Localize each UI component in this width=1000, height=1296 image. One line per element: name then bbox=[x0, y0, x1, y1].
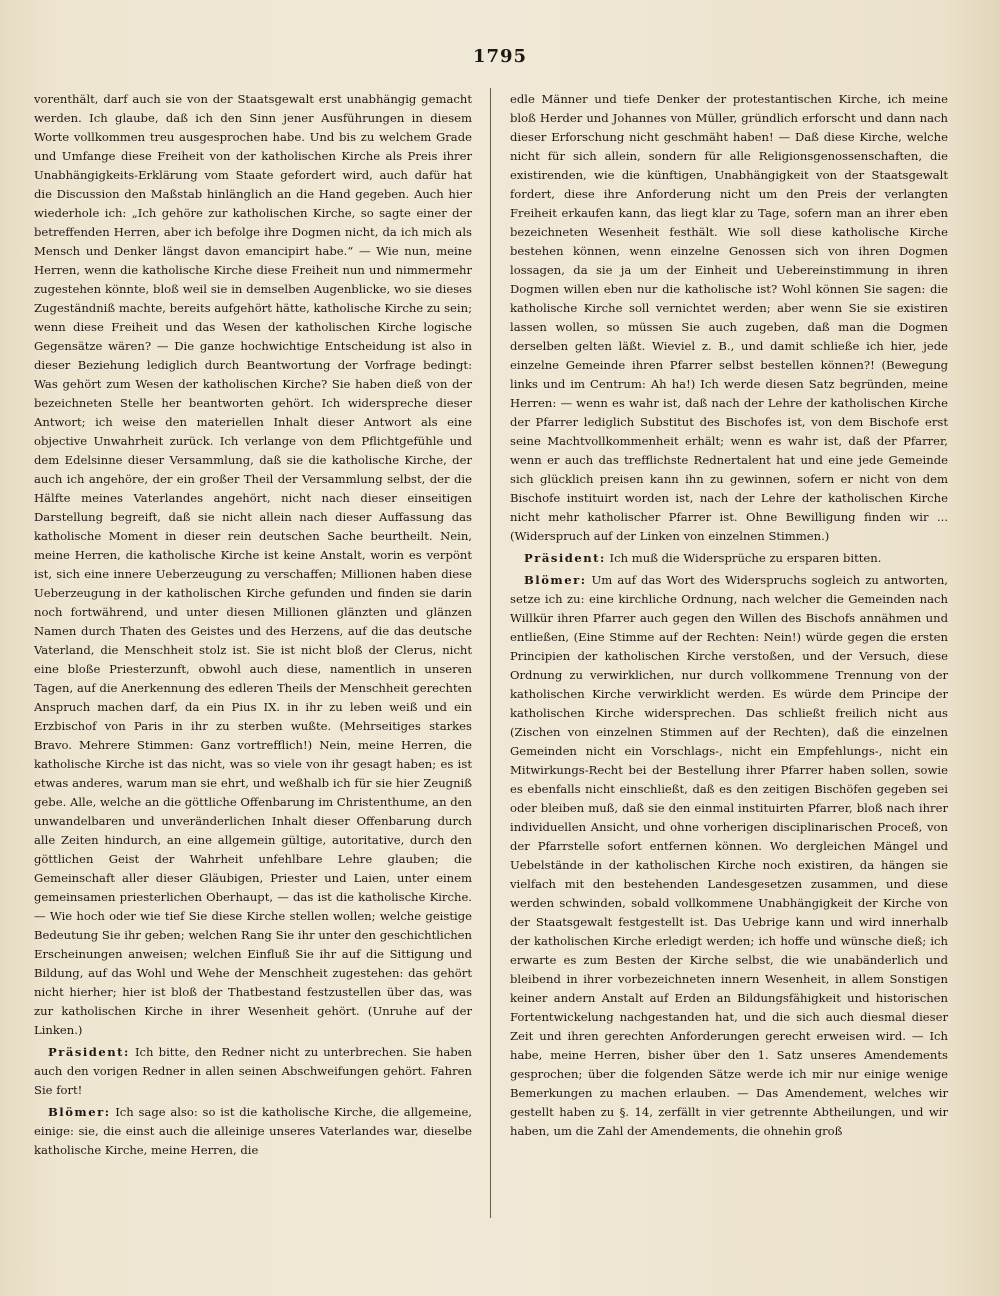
speech-text: Ich sage also: so ist die katholische Kirche, die allgemeine, einige: sie, die einst auch die alleinige unseres Vaterlandes war, dieselbe katholische Kirche, meine Herren, die bbox=[34, 1105, 472, 1157]
speech-text: Ich bitte, den Redner nicht zu unterbrechen. Sie haben auch den vorigen Redner in allen seinen Abschweifungen gehört. Fahren Sie fort! bbox=[34, 1045, 473, 1097]
right-paragraph-1: edle Männer und tiefe Denker der protestantischen Kirche, ich meine bloß Herder und Johannes von Müller, gründlich erforscht und dann nach dieser Erforschung nicht geschmäht haben! — Daß diese Kirche, welche nicht für sich allein, sondern für alle Religionsgenossenschaften, die existirenden, wie die künftigen, Unabhängigkeit von der Staatsgewalt fordert, diese ihre Anforderung nicht um den Preis der verlangten Freiheit erkaufen kann, das liegt klar zu Tage, sofern man an ihrer eben bezeichneten Wesenheit festhält. Wie soll diese katholische Kirche bestehen können, wenn einzelne Genossen sich von ihren Dogmen lossagen, da sie ja um der Einheit und Uebereinstimmung in ihren Dogmen willen eben nur die katholische ist? Wohl können Sie sagen: die katholische Kirche soll vernichtet werden; aber wenn Sie sie existiren lassen wollen, so müssen Sie auch zugeben, daß man die Dogmen derselben gelten läßt. Wieviel z. B., und damit schließe ich hier, jede einzelne Gemeinde ihren Pfarrer selbst bestellen können?! (Bewegung links und im Centrum: Ah ha!) Ich werde diesen Satz begründen, meine Herren: — wenn es wahr ist, daß nach der Lehre der katholischen Kirche der Pfarrer lediglich Substitut des Bischofes ist, von dem Bischofe erst seine Machtvollkommenheit erhält; wenn es wahr ist, daß der Pfarrer, wenn er auch das trefflichste Rednertalent hat und eine jede Gemeinde sich glücklich preisen kann ihn zu gewinnen, sofern er nicht von dem Bischofe instituirt worden ist, nach der Lehre der katholischen Kirche nicht mehr katholischer Pfarrer ist. Ohne Bewilligung finden wir ... (Widerspruch auf der Linken von einzelnen Stimmen.) bbox=[510, 92, 948, 543]
speaker-label: Blömer: bbox=[48, 1105, 111, 1119]
speaker-label: Präsident: bbox=[524, 551, 606, 565]
column-divider bbox=[490, 88, 491, 1218]
left-paragraph-1: vorenthält, darf auch sie von der Staatsgewalt erst unabhängig gemacht werden. Ich glaube, daß ich den Sinn jener Ausführungen in diesem Worte vollkommen treu ausgesprochen habe. Und bis zu welchem Grade und Umfange diese Freiheit von der katholischen Kirche als Preis ihrer Unabhängigkeits-Erklärung vom Staate gefordert wird, auch dafür hat die Discussion den Maßstab hinlänglich an die Hand gegeben. Auch hier wiederhole ich: „Ich gehöre zur katholischen Kirche, so sagte einer der betreffenden Herren, aber ich befolge ihre Dogmen nicht, da ich mich als Mensch und Denker längst davon emancipirt habe.“ — Wie nun, meine Herren, wenn die katholische Kirche diese Freiheit nun und nimmermehr zugestehen könnte, bloß weil sie in demselben Augenblicke, wo sie dieses Zugeständniß machte, bereits aufgehört hätte, katholische Kirche zu sein; wenn diese Freiheit und das Wesen der katholischen Kirche logische Gegensätze wären? — Die ganze hochwichtige Entscheidung ist also in dieser Beziehung lediglich durch Beantwortung der Vorfrage bedingt: Was gehört zum Wesen der katholischen Kirche? Sie haben dieß von der bezeichneten Stelle her beantworten gehört. Ich widerspreche dieser Antwort; ich weise den materiellen Inhalt dieser Antwort als eine objective Unwahrheit zurück. Ich verlange von dem Pflichtgefühle und dem Edelsinne dieser Versammlung, daß sie die katholische Kirche, der auch ich angehöre, der ein großer Theil der Versammlung selbst, der die Hälfte meines Vaterlandes angehört, nicht nach dieser einseitigen Darstellung begreift, daß sie nicht allein nach dieser Auffassung das katholische Moment in dieser rein deutschen Sache beurtheilt. Nein, meine Herren, die katholische Kirche ist keine Anstalt, worin es verpönt ist, sich eine innere Ueberzeugung zu verschaffen; Millionen haben diese Ueberzeugung in der katholischen Kirche gefunden und finden sie darin noch fortwährend, und unter diesen Millionen glänzten und glänzen Namen durch Thaten des Geistes und des Herzens, auf die das deutsche Vaterland, die Menschheit stolz ist. Sie ist nicht bloß der Clerus, nicht eine bloße Priesterzunft, obwohl auch diese, namentlich in unseren Tagen, auf die Anerkennung des edleren Theils der Menschheit gerechten Anspruch machen darf, da ein Pius IX. in ihr zu leben weiß und ein Erzbischof von Paris in ihr zu sterben wußte. (Mehrseitiges starkes Bravo. Mehrere Stimmen: Ganz vortrefflich!) Nein, meine Herren, die katholische Kirche ist das nicht, was so viele von ihr gesagt haben; es ist etwas anderes, warum man sie ehrt, und weßhalb ich für sie hier Zeugniß gebe. Alle, welche an die göttliche Offenbarung im Christenthume, an den unwandelbaren und unveränderlichen Inhalt dieser Offenbarung durch alle Zeiten hindurch, an eine allgemein gültige, autoritative, durch den göttlichen Geist der Wahrheit unfehlbare Lehre glauben; die Gemeinschaft aller dieser Gläubigen, Priester und Laien, unter einem gemeinsamen priesterlichen Oberhaupt, — das ist die katholische Kirche. — Wie hoch oder wie tief Sie diese Kirche stellen wollen; welche geistige Bedeutung Sie ihr geben; welchen Rang Sie ihr unter den geschichtlichen Erscheinungen anweisen; welchen Einfluß Sie ihr auf die Sittigung und Bildung, auf das Wohl und Wehe der Menschheit zugestehen: das gehört nicht hierher; hier ist bloß der Thatbestand festzustellen über das, was zur katholischen Kirche in ihrer Wesenheit gehört. (Unruhe auf der Linken.) bbox=[34, 92, 472, 1037]
speaker-label: Präsident: bbox=[48, 1045, 130, 1059]
left-paragraph-3 bbox=[34, 1103, 472, 1160]
speaker-label: Blömer: bbox=[524, 573, 587, 587]
left-paragraph-2 bbox=[34, 1043, 472, 1100]
speech-text: Ich muß die Widersprüche zu ersparen bitten. bbox=[609, 551, 882, 565]
right-column bbox=[510, 90, 948, 1141]
speech-text: Um auf das Wort des Widerspruchs sogleich zu antworten, setze ich zu: eine kirchliche Ordnung, nach welcher die Gemeinden nach Willkür ihren Pfarrer auch gegen den Willen des Bischofs annähmen und entließen, (Eine Stimme auf der Rechten: Nein!) würde gegen die ersten Principien der katholischen Kirche verstoßen, und der Versuch, diese Ordnung zu verwirklichen, nur durch vollkommene Trennung von der katholischen Kirche verwirklicht werden. Es würde dem Principe der katholischen Kirche widersprechen. Das schließt freilich nicht aus (Zischen von einzelnen Stimmen auf der Rechten), daß die einzelnen Gemeinden nicht ein Vorschlags-, nicht ein Empfehlungs-, nicht ein Mitwirkungs-Recht bei der Bestellung ihrer Pfarrer haben sollen, sowie es ebenfalls nicht einschließt, daß es den zeitigen Bischöfen gegeben sei oder bleiben muß, daß sie den einmal instituirten Pfarrer, bloß nach ihrer individuellen Ansicht, und ohne vorherigen disciplinarischen Proceß, von der Pfarrstelle sofort entfernen können. Wo dergleichen Mängel und Uebelstände in der katholischen Kirche noch existiren, da hängen sie vielfach mit den bestehenden Landesgesetzen zusammen, und diese werden schwinden, sobald vollkommene Unabhängigkeit der Kirche von der Staatsgewalt festgestellt ist. Das Uebrige kann und wird innerhalb der katholischen Kirche erledigt werden; ich hoffe und wünsche dieß; ich erwarte es zum Besten der Kirche selbst, die wie unabänderlich und bleibend in ihrer vorbezeichneten innern Wesenheit, in allem Sonstigen keiner andern Anstalt auf Erden an Bildungsfähigkeit und historischen Fortentwickelung nachgestanden hat, und die sich auch diesmal dieser Zeit und ihren gerechten Anforderungen gerecht erweisen wird. — Ich habe, meine Herren, bisher über den 1. Satz unseres Amendements gesprochen; über die folgenden Sätze werde ich mir nur einige wenige Bemerkungen zu machen erlauben. — Das Amendement, welches wir gestellt haben zu §. 14, zerfällt in vier getrennte Abtheilungen, und wir haben, um die Zahl der Amendements, die ohnehin groß bbox=[510, 573, 948, 1138]
right-paragraph-3 bbox=[510, 571, 948, 1141]
right-paragraph-2 bbox=[510, 549, 948, 568]
left-column bbox=[34, 90, 472, 1160]
page-number: 1795 bbox=[472, 46, 528, 67]
